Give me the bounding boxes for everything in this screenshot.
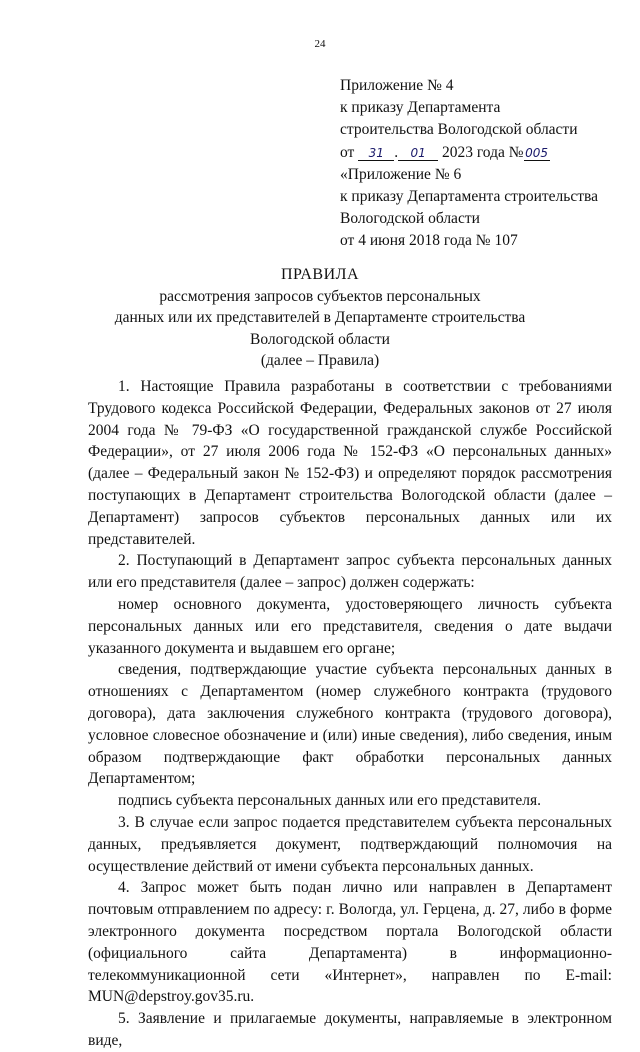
paragraph-2: 2. Поступающий в Департамент запрос субъекта персональных данных или его представителя (далее – запрос) должен содержать: [88,552,612,592]
paragraph-1: 1. Настоящие Правила разработаны в соответствии с требованиями Трудового кодекса Российской Федерации, Федеральных законов от 27 июля 2004 года № 79-ФЗ «О государственной гражданской службе Российской Федерации», от 27 июля 2006 года № 152-ФЗ «О персональных данных» (далее – Федеральный закон № 152-ФЗ) и определяют порядок рассмотрения поступающих в Департамент строительства Вологодской области (далее – Департамент) запросов субъектов персональных данных или их представителей. [88,378,612,548]
appendix-line: от 4 июня 2018 года № 107 [340,232,518,250]
paragraph-4: 4. Запрос может быть подан лично или направлен в Департамент почтовым отправлением по адресу: г. Вологда, ул. Герцена, д. 27, либо в форме электронного документа посредством портала Вологодской области (официального сайта Департамента) в информационно-телекоммуникационной сети «Интернет», направлен по E-mail: MUN@depstroy.gov35.ru. [88,879,612,1006]
title-line: данных или их представителей в Департаменте строительства [114,309,526,326]
handwritten-order-number: 005 [525,145,548,160]
appendix-date-line: от 31 . 01 2023 года № 005 [340,143,548,161]
appendix-line: «Приложение № 6 [340,165,462,183]
paragraph-2-item-3: подпись субъекта персональных данных или его представителя. [118,792,541,810]
title-line: рассмотрения запросов субъектов персональных [159,287,481,305]
date-year-text: 2023 года № [441,143,524,161]
appendix-line: к приказу Департамента строительства [340,188,598,206]
handwritten-month: 01 [398,146,438,161]
title-main: ПРАВИЛА [280,266,360,283]
document-body [88,376,612,1049]
page-number: 24 [314,38,326,50]
appendix-line: строительства Вологодской области [340,121,578,139]
paragraph-2-item-2: сведения, подтверждающие участие субъекта персональных данных в отношениях с Департаментом (номер служебного контракта (трудового договора), дата заключения служебного контракта (трудового договора), условное словесное обозначение и (или) иные сведения), либо сведения, иным образом подтверждающие факт обработки персональных данных Департаментом; [88,661,612,788]
appendix-line: Приложение № 4 [340,77,454,94]
document-title [0,264,640,372]
appendix-line: к приказу Департамента [340,99,501,117]
title-line: Вологодской области [250,330,390,348]
appendix-line: Вологодской области [340,210,480,228]
appendix-block [340,75,598,253]
paragraph-5: 5. Заявление и прилагаемые документы, направляемые в электронном виде, [88,1010,612,1049]
title-line: (далее – Правила) [260,352,380,369]
handwritten-day: 31 [358,146,394,161]
paragraph-3: 3. В случае если запрос подается представителем субъекта персональных данных, предъявляется документ, подтверждающий полномочия на осуществление действий от имени субъекта персональных данных. [88,813,612,875]
date-prefix: от [340,143,355,161]
paragraph-2-item-1: номер основного документа, удостоверяющего личность субъекта персональных данных или его представителя, сведения о дате выдачи указанного документа и выдавшем его органе; [88,595,612,657]
